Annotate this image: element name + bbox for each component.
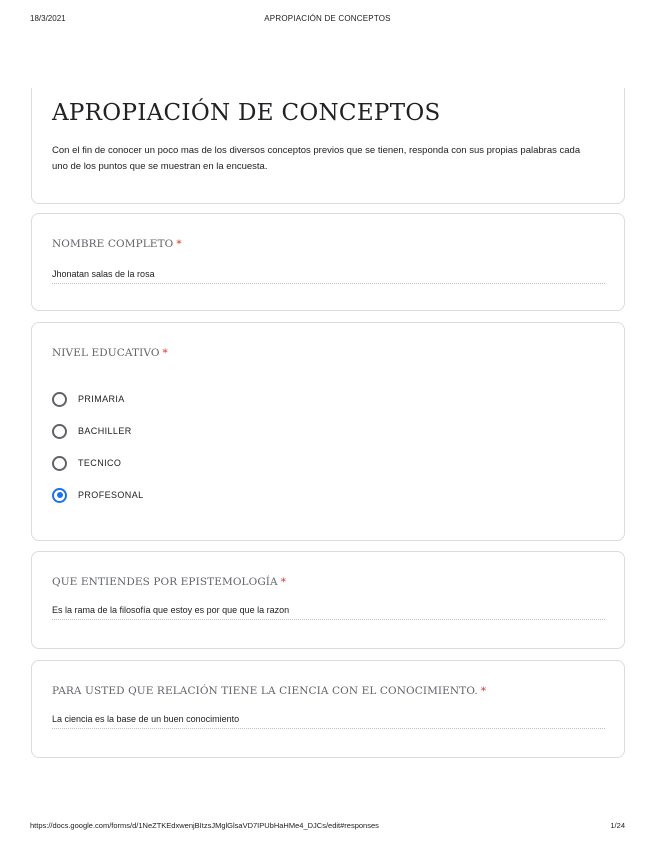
form-title: APROPIACIÓN DE CONCEPTOS [52,100,441,126]
required-mark: * [162,347,168,359]
radio-option-label: BACHILLER [78,426,132,436]
form-description: Con el fin de conocer un poco mas de los diversos conceptos previos que se tienen, responda con sus propias palabras cada uno de los puntos que se muestran en la encuesta. [52,145,581,172]
question-card-level [31,322,625,541]
epistemology-answer-field[interactable]: Es la rama de la filosofía que estoy es por que que la razon [52,605,605,620]
radio-option-tecnico[interactable] [52,455,121,471]
print-header [0,14,655,26]
radio-option-bachiller[interactable] [52,423,132,439]
print-footer [0,821,655,833]
print-page-number: 1/24 [610,821,625,830]
radio-option-profesonal[interactable] [52,487,144,503]
question-title [52,347,168,359]
question-card-name [31,213,625,311]
radio-option-label: PRIMARIA [78,394,125,404]
question-title-text: NIVEL EDUCATIVO [52,347,160,359]
print-doc-title: APROPIACIÓN DE CONCEPTOS [264,14,391,23]
print-date: 18/3/2021 [30,14,66,23]
radio-option-label: PROFESONAL [78,490,144,500]
question-title-text: QUE ENTIENDES POR EPISTEMOLOGÍA [52,576,278,588]
relation-answer-field[interactable]: La ciencia es la base de un buen conocimiento [52,714,605,729]
question-card-epistemology [31,551,625,649]
question-title [52,576,286,588]
question-title [52,238,182,250]
radio-button[interactable] [52,392,67,407]
question-title-text: NOMBRE COMPLETO [52,238,174,250]
radio-option-primaria[interactable] [52,391,125,407]
required-mark: * [176,238,182,250]
required-mark: * [280,576,287,588]
radio-button-selected[interactable] [52,488,67,503]
form-header-card [31,88,625,204]
print-url: https://docs.google.com/forms/d/1NeZTKEdxwenjBItzsJMglGlsaVD7IPUbHaHMe4_DJCs/edit#responses [30,821,379,830]
radio-option-label: TECNICO [78,458,122,468]
required-mark: * [480,685,487,697]
name-answer-field[interactable]: Jhonatan salas de la rosa [52,269,605,284]
question-title [52,685,486,697]
radio-button[interactable] [52,456,67,471]
radio-button[interactable] [52,424,67,439]
question-card-relation [31,660,625,758]
question-title-text: PARA USTED QUE RELACIÓN TIENE LA CIENCIA CON EL CONOCIMIENTO. [52,685,478,697]
